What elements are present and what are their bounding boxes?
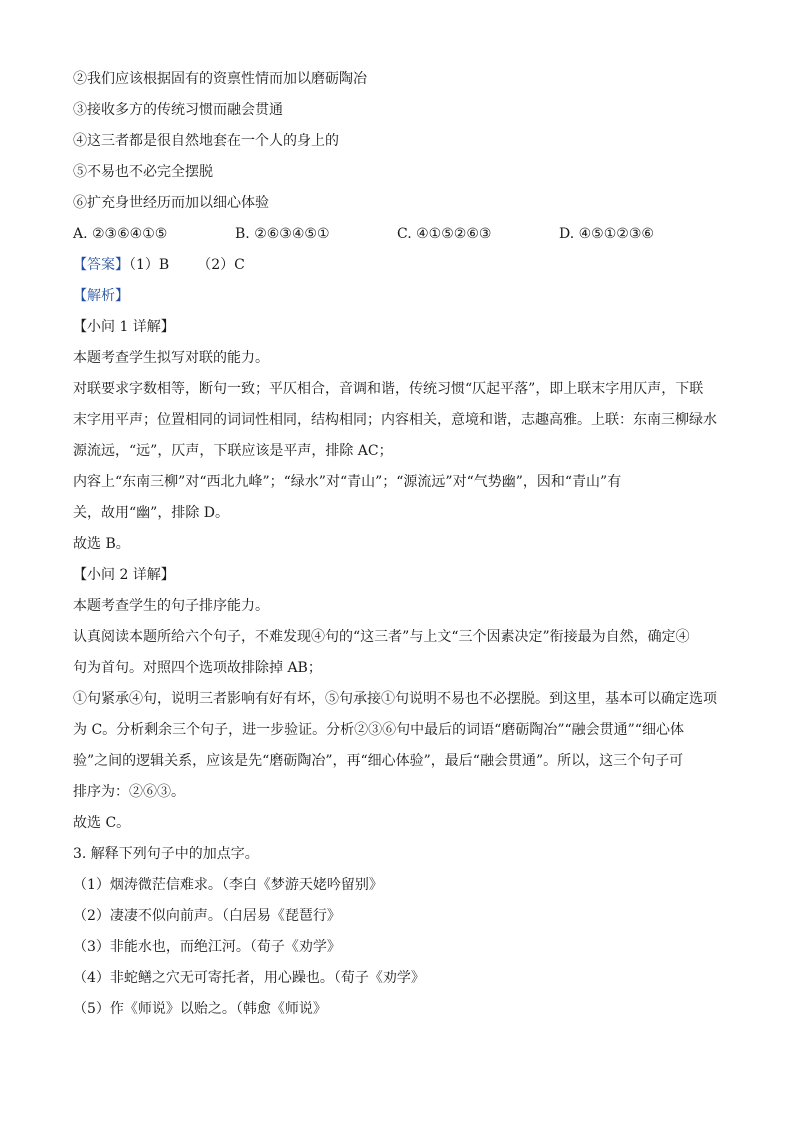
q3-item-3: （3）非能水也，而绝江河。（荀子《劝学》 [73, 939, 341, 955]
q2-section [73, 560, 723, 839]
q2-text-line: ①句紧承④句，说明三者影响有好有坏，⑤句承接①句说明不易也不必摆脱。到这里，基本可以确定选项 [73, 691, 717, 707]
answer-part-2: （2）C [197, 257, 245, 273]
q1-text-line: 内容上“东南三柳”对“西北九峰”；“绿水”对“青山”；“源流远”对“气势幽”，因和“青山”有 [73, 474, 622, 490]
sentence-3: ③接收多方的传统习惯而融会贯通 [73, 102, 283, 118]
sentence-6: ⑥扩充身世经历而加以细心体验 [73, 195, 269, 211]
answer-line [73, 250, 723, 281]
document-page [73, 64, 723, 1025]
q2-text-line: 为 C。分析剩余三个句子，进一步验证。分析②③⑥句中最后的词语“磨砺陶冶”“融会贯通”“细心体 [73, 722, 684, 738]
answer-part-1: （1）B [129, 257, 170, 273]
q2-intro: 本题考查学生的句子排序能力。 [73, 598, 269, 614]
q2-text-line: 排序为：②⑥③。 [73, 784, 185, 800]
sentence-4: ④这三者都是很自然地套在一个人的身上的 [73, 133, 339, 149]
q2-text-line: 认真阅读本题所给六个句子，不难发现④句的“这三者”与上文“三个因素决定”衔接最为自然，确定④ [73, 629, 690, 645]
q2-conclusion: 故选 C。 [73, 815, 131, 831]
option-d: D. ④⑤①②③⑥ [559, 226, 654, 242]
answer-label: 【答案】 [73, 257, 129, 273]
analysis-label: 【解析】 [73, 288, 129, 304]
q3-title: 3. 解释下列句子中的加点字。 [73, 846, 259, 862]
q1-text-line: 关，故用“幽”，排除 D。 [73, 505, 229, 521]
q1-text-line: 末字用平声；位置相同的词词性相同，结构相同；内容相关，意境和谐，志趣高雅。上联：东南三柳绿水 [73, 412, 717, 428]
q3-item-1: （1）烟涛微茫信难求。（李白《梦游天姥吟留别》 [73, 877, 383, 893]
q2-text-line: 句为首句。对照四个选项故排除掉 AB； [73, 660, 322, 676]
option-a: A. ②③⑥④①⑤ [73, 226, 168, 242]
option-b: B. ②⑥③④⑤① [235, 226, 330, 242]
q3-item-5: （5）作《师说》以贻之。（韩愈《师说》 [73, 1001, 327, 1017]
q3-item-4: （4）非蛇鳝之穴无可寄托者，用心躁也。（荀子《劝学》 [73, 970, 425, 986]
q3-section [73, 839, 723, 1025]
q1-section [73, 312, 723, 560]
sentence-list [73, 64, 723, 219]
sentence-2: ②我们应该根据固有的资禀性情而加以磨砺陶冶 [73, 71, 367, 87]
q1-heading: 【小问 1 详解】 [73, 319, 175, 335]
q1-text-line: 源流远，“远”，仄声，下联应该是平声，排除 AC； [73, 443, 393, 459]
q2-text-line: 验”之间的逻辑关系，应该是先“磨砺陶冶”，再“细心体验”，最后“融会贯通”。所以，这三个句子可 [73, 753, 684, 769]
q3-item-2: （2）凄凄不似向前声。（白居易《琵琶行》 [73, 908, 341, 924]
answer-options [73, 219, 723, 250]
q2-heading: 【小问 2 详解】 [73, 567, 175, 583]
q1-intro: 本题考查学生拟写对联的能力。 [73, 350, 269, 366]
q1-conclusion: 故选 B。 [73, 536, 130, 552]
q1-text-line: 对联要求字数相等，断句一致；平仄相合，音调和谐，传统习惯“仄起平落”，即上联末字用仄声，下联 [73, 381, 704, 397]
option-c: C. ④①⑤②⑥③ [397, 226, 492, 242]
sentence-5: ⑤不易也不必完全摆脱 [73, 164, 213, 180]
